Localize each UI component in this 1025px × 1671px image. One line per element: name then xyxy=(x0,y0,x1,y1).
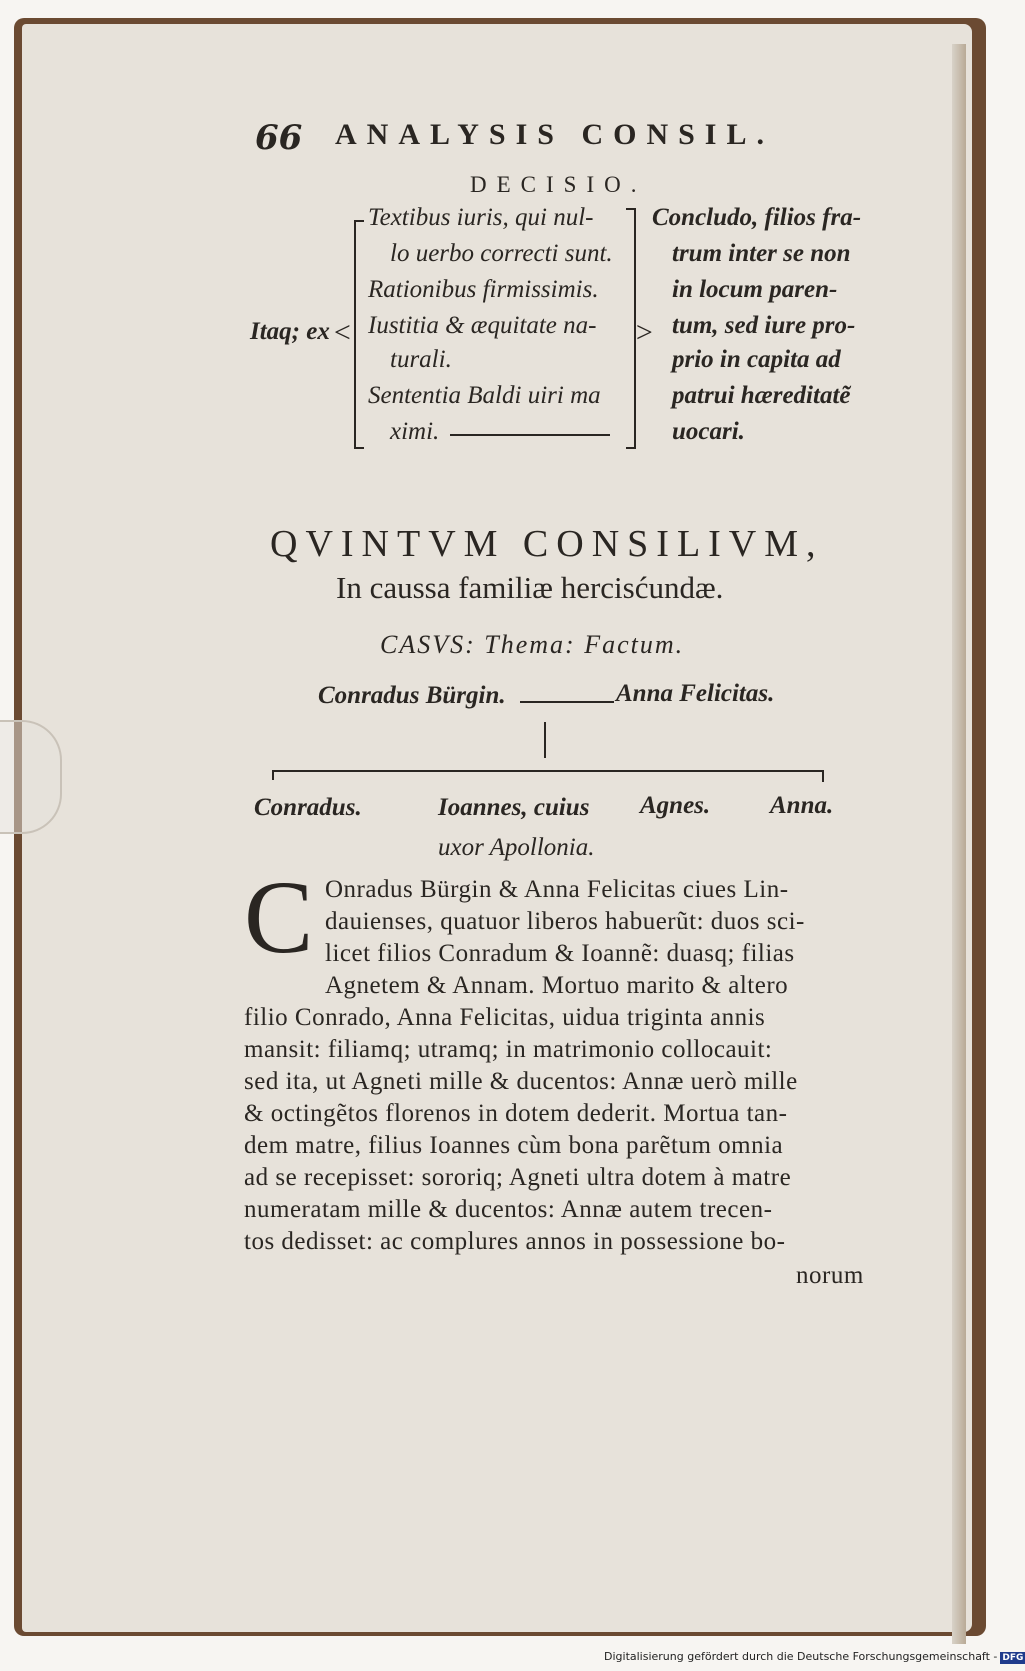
text-line: Agnetem & Annam. Mortuo marito & altero xyxy=(325,972,789,999)
decisio-line: Textibus iuris, qui nul- xyxy=(368,204,594,231)
consilium-subtitle: In caussa familiæ hercisćundæ. xyxy=(336,570,724,605)
drop-initial: C xyxy=(244,860,314,975)
conclusion-line: uocari. xyxy=(672,418,745,445)
text-line: mansit: filiamq; utramq; in matrimonio collocauit: xyxy=(244,1036,773,1063)
text-line: numeratam mille & ducentos: Annæ autem trecen- xyxy=(244,1196,773,1223)
casus-heading: CASVS: Thema: Factum. xyxy=(380,630,685,659)
page-number: 66 xyxy=(255,118,303,158)
tree-father: Conradus Bürgin. xyxy=(318,682,506,709)
conclusion-line: patrui hæreditatẽ xyxy=(672,382,851,409)
conclusion-line: in locum paren- xyxy=(672,276,838,303)
consilium-title: QVINTVM CONSILIVM, xyxy=(270,523,824,565)
tree-child: Anna. xyxy=(770,792,834,819)
decisio-line: turali. xyxy=(390,346,452,373)
text-line: dem matre, filius Ioannes cùm bona parẽtum omnia xyxy=(244,1132,784,1159)
text-line: filio Conrado, Anna Felicitas, uidua triginta annis xyxy=(244,1004,766,1031)
decisio-line: Rationibus firmissimis. xyxy=(368,276,599,303)
text-line: Onradus Bürgin & Anna Felicitas ciues Lin- xyxy=(325,876,789,903)
section-heading: DECISIO. xyxy=(470,172,647,197)
tree-child: Ioannes, cuius xyxy=(438,794,590,821)
tree-child: Agnes. xyxy=(640,792,711,819)
children-line xyxy=(272,770,824,772)
conclusion-line: tum, sed iure pro- xyxy=(672,312,856,339)
text-line: sed ita, ut Agneti mille & ducentos: Annæ uerò mille xyxy=(244,1068,798,1095)
conclusion-line: trum inter se non xyxy=(672,240,851,267)
decisio-line: Sententia Baldi uiri ma xyxy=(368,382,601,409)
tree-child: Conradus. xyxy=(254,794,362,821)
left-brace xyxy=(354,220,364,449)
decisio-line: Iustitia & æquitate na- xyxy=(368,312,597,339)
page-edge xyxy=(952,44,966,1644)
decisio-line: ximi. xyxy=(390,418,440,445)
text-line: ad se recepisset: sororiq; Agneti ultra dotem à matre xyxy=(244,1164,792,1191)
dfg-logo: DFG xyxy=(1002,1653,1024,1663)
running-title: ANALYSIS CONSIL. xyxy=(335,118,774,151)
decisio-line: lo uerbo correcti sunt. xyxy=(390,240,613,267)
left-brace-tip: < xyxy=(332,316,353,349)
tree-mother: Anna Felicitas. xyxy=(616,680,775,707)
text-line: licet filios Conradum & Ioannẽ: duasq; filias xyxy=(325,940,795,967)
digitization-credit xyxy=(604,1650,1025,1664)
conclusion-line: Concludo, filios fra- xyxy=(652,204,862,231)
text-line: & octingẽtos florenos in dotem dederit. Mortua tan- xyxy=(244,1100,788,1127)
descent-line xyxy=(544,722,546,758)
children-line-left-end xyxy=(272,770,274,780)
marriage-line xyxy=(520,701,614,703)
tree-note: uxor Apollonia. xyxy=(438,834,595,861)
right-brace-tip: > xyxy=(634,316,655,349)
text-line: dauienses, quatuor liberos habuerũt: duos sci- xyxy=(325,908,805,935)
text-line: tos dedisset: ac complures annos in possessione bo- xyxy=(244,1228,786,1255)
conclusion-line: prio in capita ad xyxy=(672,346,841,373)
catchword: norum xyxy=(796,1262,864,1289)
decisio-lead: Itaq; ex xyxy=(250,318,330,345)
dash-rule xyxy=(450,434,610,436)
clip-mark xyxy=(0,720,62,834)
children-line-right-end xyxy=(822,770,824,782)
credit-text: Digitalisierung gefördert durch die Deutsche Forschungsgemeinschaft - xyxy=(604,1650,998,1663)
